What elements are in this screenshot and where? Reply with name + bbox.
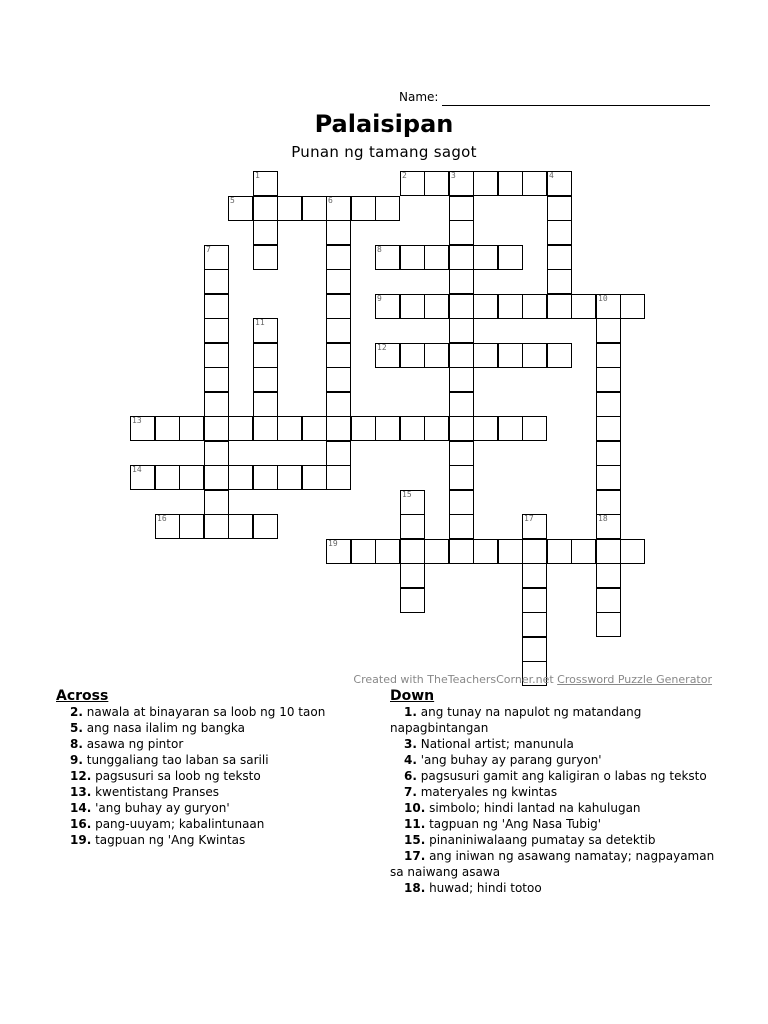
grid-cell[interactable] xyxy=(620,539,645,564)
grid-cell[interactable] xyxy=(449,539,474,564)
grid-cell[interactable] xyxy=(596,490,621,515)
grid-cell[interactable] xyxy=(326,220,351,245)
grid-cell[interactable] xyxy=(204,514,229,539)
grid-cell[interactable] xyxy=(326,318,351,343)
clue-number: 15. xyxy=(404,833,426,847)
grid-cell[interactable] xyxy=(522,343,547,368)
cell-number: 16 xyxy=(157,514,167,523)
cell-number: 3 xyxy=(451,171,456,180)
grid-cell[interactable] xyxy=(547,539,572,564)
grid-cell[interactable] xyxy=(351,416,376,441)
grid-cell[interactable] xyxy=(253,367,278,392)
grid-cell[interactable] xyxy=(596,416,621,441)
grid-cell[interactable] xyxy=(277,196,302,221)
grid-cell[interactable] xyxy=(596,367,621,392)
cell-number: 10 xyxy=(598,294,608,303)
clue-text: tagpuan ng 'Ang Kwintas xyxy=(91,833,246,847)
clue-number: 12. xyxy=(70,769,92,783)
grid-cell[interactable] xyxy=(277,465,302,490)
grid-cell[interactable] xyxy=(596,465,621,490)
grid-cell[interactable] xyxy=(204,441,229,466)
across-clue xyxy=(56,720,346,736)
clue-text: 'ang buhay ay parang guryon' xyxy=(416,753,602,767)
across-list xyxy=(56,704,346,848)
clue-number: 11. xyxy=(404,817,426,831)
down-clue xyxy=(390,736,720,752)
grid-cell[interactable] xyxy=(277,416,302,441)
grid-cell[interactable] xyxy=(302,465,327,490)
grid-cell[interactable] xyxy=(302,416,327,441)
grid-cell[interactable] xyxy=(522,294,547,319)
grid-cell[interactable] xyxy=(253,220,278,245)
grid-cell[interactable] xyxy=(302,196,327,221)
grid-cell[interactable] xyxy=(424,294,449,319)
grid-cell[interactable] xyxy=(204,490,229,515)
cell-number: 5 xyxy=(230,196,235,205)
across-clue xyxy=(56,784,346,800)
grid-cell[interactable] xyxy=(326,294,351,319)
grid-cell[interactable] xyxy=(204,416,229,441)
name-label: Name: xyxy=(399,90,439,104)
generator-link[interactable]: Crossword Puzzle Generator xyxy=(557,673,712,686)
grid-cell[interactable] xyxy=(253,514,278,539)
page-subtitle: Punan ng tamang sagot xyxy=(291,143,477,161)
down-clue xyxy=(390,800,720,816)
clue-text: tagpuan ng 'Ang Nasa Tubig' xyxy=(425,817,602,831)
down-clue xyxy=(390,784,720,800)
across-clues xyxy=(56,688,346,848)
cell-number: 11 xyxy=(255,318,265,327)
grid-cell[interactable] xyxy=(449,245,474,270)
across-clue xyxy=(56,800,346,816)
down-heading: Down xyxy=(390,688,435,704)
grid-cell[interactable] xyxy=(522,612,547,637)
grid-cell[interactable] xyxy=(351,539,376,564)
grid-cell[interactable] xyxy=(473,294,498,319)
grid-cell[interactable] xyxy=(473,245,498,270)
grid-cell[interactable] xyxy=(449,294,474,319)
grid-cell[interactable] xyxy=(547,294,572,319)
grid-cell[interactable] xyxy=(228,196,253,221)
grid-cell[interactable] xyxy=(473,171,498,196)
grid-cell[interactable] xyxy=(449,171,474,196)
grid-cell[interactable] xyxy=(620,294,645,319)
grid-cell[interactable] xyxy=(547,343,572,368)
clue-number: 13. xyxy=(70,785,92,799)
cell-number: 4 xyxy=(549,171,554,180)
clue-number: 16. xyxy=(70,817,92,831)
grid-cell[interactable] xyxy=(204,465,229,490)
grid-cell[interactable] xyxy=(204,269,229,294)
grid-cell[interactable] xyxy=(547,196,572,221)
across-clue xyxy=(56,752,346,768)
clue-text: pagsusuri sa loob ng teksto xyxy=(91,769,261,783)
clue-number: 10. xyxy=(404,801,426,815)
grid-cell[interactable] xyxy=(326,367,351,392)
grid-cell[interactable] xyxy=(596,392,621,417)
clue-number: 1. xyxy=(404,705,417,719)
clue-number: 5. xyxy=(70,721,83,735)
clue-text: 'ang buhay ay guryon' xyxy=(91,801,230,815)
cell-number: 15 xyxy=(402,490,412,499)
grid-cell[interactable] xyxy=(204,294,229,319)
grid-cell[interactable] xyxy=(498,539,523,564)
grid-cell[interactable] xyxy=(522,539,547,564)
grid-cell[interactable] xyxy=(400,490,425,515)
grid-cell[interactable] xyxy=(473,343,498,368)
grid-cell[interactable] xyxy=(253,171,278,196)
cell-number: 18 xyxy=(598,514,608,523)
grid-cell[interactable] xyxy=(155,416,180,441)
down-clues xyxy=(390,688,720,896)
grid-cell[interactable] xyxy=(375,416,400,441)
cell-number: 13 xyxy=(132,416,142,425)
grid-cell[interactable] xyxy=(155,514,180,539)
clue-text: National artist; manunula xyxy=(416,737,574,751)
grid-cell[interactable] xyxy=(449,269,474,294)
grid-cell[interactable] xyxy=(400,171,425,196)
grid-cell[interactable] xyxy=(449,465,474,490)
page-title: Palaisipan xyxy=(314,110,454,138)
grid-cell[interactable] xyxy=(547,245,572,270)
clue-number: 7. xyxy=(404,785,417,799)
grid-cell[interactable] xyxy=(596,514,621,539)
grid-cell[interactable] xyxy=(253,465,278,490)
down-clue xyxy=(390,752,720,768)
grid-cell[interactable] xyxy=(498,245,523,270)
grid-cell[interactable] xyxy=(326,269,351,294)
grid-cell[interactable] xyxy=(253,392,278,417)
grid-cell[interactable] xyxy=(155,465,180,490)
grid-cell[interactable] xyxy=(204,367,229,392)
clue-text: huwad; hindi totoo xyxy=(425,881,542,895)
grid-cell[interactable] xyxy=(130,465,155,490)
across-clue xyxy=(56,832,346,848)
grid-cell[interactable] xyxy=(400,416,425,441)
clue-number: 4. xyxy=(404,753,417,767)
grid-cell[interactable] xyxy=(326,343,351,368)
grid-cell[interactable] xyxy=(400,294,425,319)
grid-cell[interactable] xyxy=(204,245,229,270)
grid-cell[interactable] xyxy=(473,416,498,441)
grid-cell[interactable] xyxy=(571,294,596,319)
grid-cell[interactable] xyxy=(596,612,621,637)
across-clue xyxy=(56,704,346,720)
grid-cell[interactable] xyxy=(228,465,253,490)
grid-cell[interactable] xyxy=(253,416,278,441)
clue-number: 8. xyxy=(70,737,83,751)
cell-number: 12 xyxy=(377,343,387,352)
clue-number: 2. xyxy=(70,705,83,719)
grid-cell[interactable] xyxy=(179,465,204,490)
grid-cell[interactable] xyxy=(326,196,351,221)
down-clue xyxy=(390,768,720,784)
across-clue xyxy=(56,816,346,832)
grid-cell[interactable] xyxy=(228,416,253,441)
grid-cell[interactable] xyxy=(498,171,523,196)
cell-number: 17 xyxy=(524,514,534,523)
grid-cell[interactable] xyxy=(571,539,596,564)
cell-number: 14 xyxy=(132,465,142,474)
grid-cell[interactable] xyxy=(400,514,425,539)
grid-cell[interactable] xyxy=(375,539,400,564)
grid-cell[interactable] xyxy=(596,343,621,368)
grid-cell[interactable] xyxy=(522,563,547,588)
grid-cell[interactable] xyxy=(522,171,547,196)
grid-cell[interactable] xyxy=(400,343,425,368)
grid-cell[interactable] xyxy=(375,245,400,270)
cell-number: 1 xyxy=(255,171,260,180)
grid-cell[interactable] xyxy=(179,416,204,441)
clue-text: ang nasa ilalim ng bangka xyxy=(82,721,246,735)
grid-cell[interactable] xyxy=(547,269,572,294)
grid-cell[interactable] xyxy=(449,392,474,417)
credit-text: Created with TheTeachersCorner.net xyxy=(353,673,554,686)
down-clue xyxy=(390,816,720,832)
grid-cell[interactable] xyxy=(596,441,621,466)
grid-cell[interactable] xyxy=(449,343,474,368)
grid-cell[interactable] xyxy=(204,343,229,368)
grid-cell[interactable] xyxy=(424,416,449,441)
grid-cell[interactable] xyxy=(326,392,351,417)
grid-cell[interactable] xyxy=(596,318,621,343)
grid-cell[interactable] xyxy=(449,490,474,515)
grid-cell[interactable] xyxy=(400,588,425,613)
grid-cell[interactable] xyxy=(400,539,425,564)
clue-number: 14. xyxy=(70,801,92,815)
clue-text: pagsusuri gamit ang kaligiran o labas ng teksto xyxy=(416,769,707,783)
clue-text: pang-uuyam; kabalintunaan xyxy=(91,817,265,831)
grid-cell[interactable] xyxy=(326,245,351,270)
grid-cell[interactable] xyxy=(204,392,229,417)
clue-number: 6. xyxy=(404,769,417,783)
clue-text: asawa ng pintor xyxy=(82,737,184,751)
grid-cell[interactable] xyxy=(522,416,547,441)
grid-cell[interactable] xyxy=(253,318,278,343)
grid-cell[interactable] xyxy=(498,294,523,319)
credit-line xyxy=(353,673,712,686)
grid-cell[interactable] xyxy=(449,514,474,539)
grid-cell[interactable] xyxy=(547,171,572,196)
grid-cell[interactable] xyxy=(522,637,547,662)
down-list xyxy=(390,704,720,896)
grid-cell[interactable] xyxy=(179,514,204,539)
cell-number: 8 xyxy=(377,245,382,254)
grid-cell[interactable] xyxy=(375,196,400,221)
grid-cell[interactable] xyxy=(326,416,351,441)
grid-cell[interactable] xyxy=(326,465,351,490)
clue-number: 9. xyxy=(70,753,83,767)
clue-number: 17. xyxy=(404,849,426,863)
grid-cell[interactable] xyxy=(449,196,474,221)
grid-cell[interactable] xyxy=(253,245,278,270)
cell-number: 7 xyxy=(206,245,211,254)
grid-cell[interactable] xyxy=(375,343,400,368)
clue-text: simbolo; hindi lantad na kahulugan xyxy=(425,801,641,815)
clue-text: kwentistang Pranses xyxy=(91,785,220,799)
grid-cell[interactable] xyxy=(424,343,449,368)
clue-text: ang iniwan ng asawang namatay; nagpayaman sa naiwang asawa xyxy=(390,849,715,879)
clue-number: 3. xyxy=(404,737,417,751)
across-clue xyxy=(56,736,346,752)
grid-cell[interactable] xyxy=(424,171,449,196)
grid-cell[interactable] xyxy=(130,416,155,441)
cell-number: 19 xyxy=(328,539,338,548)
cell-number: 2 xyxy=(402,171,407,180)
across-heading: Across xyxy=(56,688,109,704)
down-clue xyxy=(390,848,720,880)
grid-cell[interactable] xyxy=(253,343,278,368)
grid-cell[interactable] xyxy=(498,343,523,368)
clue-text: materyales ng kwintas xyxy=(416,785,558,799)
down-clue xyxy=(390,832,720,848)
grid-cell[interactable] xyxy=(547,220,572,245)
clue-text: ang tunay na napulot ng matandang napagbintangan xyxy=(390,705,642,735)
grid-cell[interactable] xyxy=(326,539,351,564)
grid-cell[interactable] xyxy=(449,416,474,441)
grid-cell[interactable] xyxy=(375,294,400,319)
grid-cell[interactable] xyxy=(253,196,278,221)
grid-cell[interactable] xyxy=(596,539,621,564)
grid-cell[interactable] xyxy=(596,294,621,319)
grid-cell[interactable] xyxy=(400,563,425,588)
clue-text: pinaniniwalaang pumatay sa detektib xyxy=(425,833,656,847)
clue-number: 18. xyxy=(404,881,426,895)
cell-number: 9 xyxy=(377,294,382,303)
clue-text: nawala at binayaran sa loob ng 10 taon xyxy=(82,705,326,719)
grid-cell[interactable] xyxy=(449,220,474,245)
clue-number: 19. xyxy=(70,833,92,847)
grid-cell[interactable] xyxy=(326,441,351,466)
grid-cell[interactable] xyxy=(449,367,474,392)
grid-cell[interactable] xyxy=(449,318,474,343)
grid-cell[interactable] xyxy=(473,539,498,564)
grid-cell[interactable] xyxy=(424,245,449,270)
grid-cell[interactable] xyxy=(204,318,229,343)
down-clue xyxy=(390,704,720,736)
grid-cell[interactable] xyxy=(522,514,547,539)
grid-cell[interactable] xyxy=(449,441,474,466)
grid-cell[interactable] xyxy=(228,514,253,539)
grid-cell[interactable] xyxy=(596,588,621,613)
grid-cell[interactable] xyxy=(522,588,547,613)
cell-number: 6 xyxy=(328,196,333,205)
grid-cell[interactable] xyxy=(424,539,449,564)
grid-cell[interactable] xyxy=(351,196,376,221)
grid-cell[interactable] xyxy=(498,416,523,441)
across-clue xyxy=(56,768,346,784)
grid-cell[interactable] xyxy=(596,563,621,588)
grid-cell[interactable] xyxy=(400,245,425,270)
clue-text: tunggaliang tao laban sa sarili xyxy=(82,753,269,767)
down-clue xyxy=(390,880,720,896)
